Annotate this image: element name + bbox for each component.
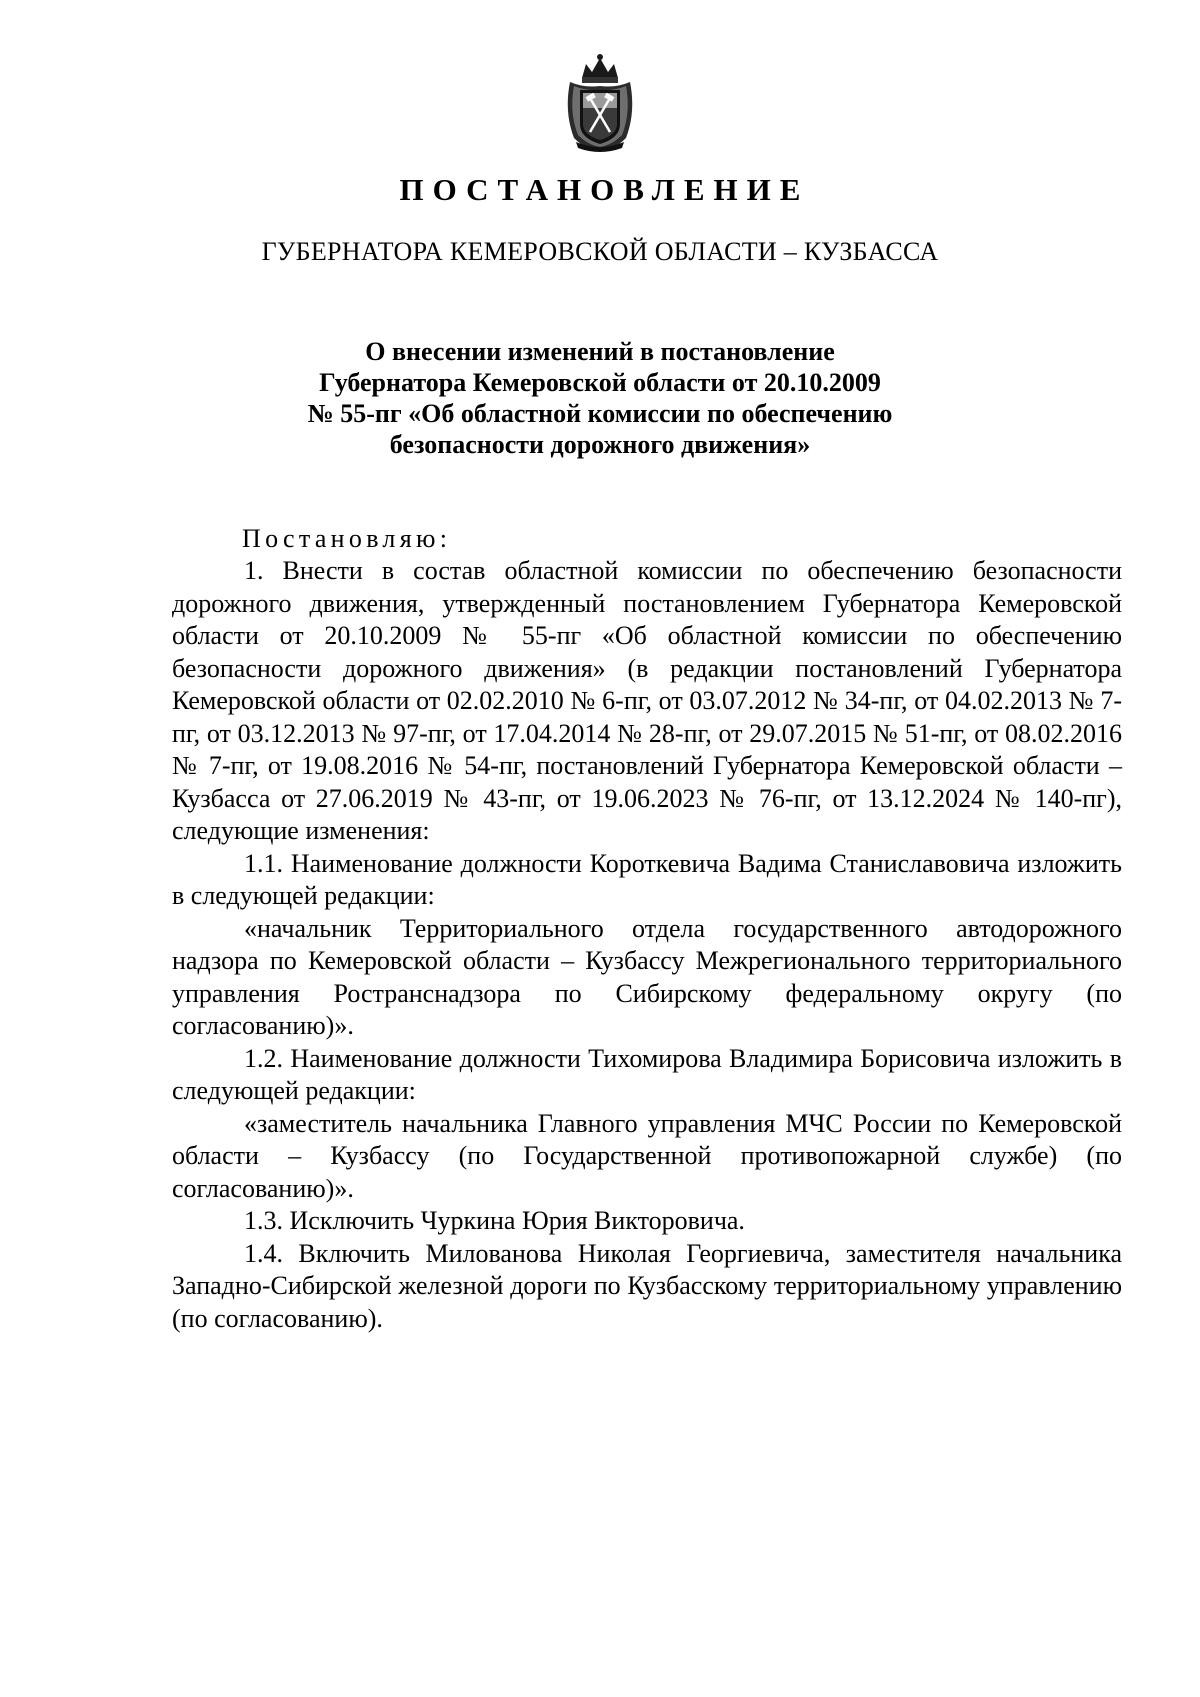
document-type-heading: ПОСТАНОВЛЕНИЕ [399,172,810,207]
kemerovo-region-coat-of-arms-icon [560,52,640,154]
document-body [172,555,1122,1335]
body-paragraph: 1.3. Исключить Чуркина Юрия Викторовича. [244,1206,745,1235]
document-title [240,336,960,460]
body-paragraph: 1.1. Наименование должности Короткевича Вадима Станиславовича изложить в следующей редакции: [172,848,1122,910]
document-title-line: О внесении изменений в постановление [365,337,835,366]
document-title-line: Губернатора Кемеровской области от 20.10.2009 [319,368,881,397]
document-title-line: безопасности дорожного движения» [389,430,811,459]
body-paragraph: 1. Внести в состав областной комиссии по обеспечению безопасности дорожного движения, утвержденный постановлением Губернатора Кемеровской области от 20.10.2009 № 55-пг «Об областной комиссии по обеспечению безопасности дорожного движения» (в редакции постановлений Губернатора Кемеровской области от 02.02.2010 № 6-пг, от 03.07.2012 № 34-пг, от 04.02.2013 № 7-пг, от 03.12.2013 № 97-пг, от 17.04.2014 № 28-пг, от 29.07.2015 № 51-пг, от 08.02.2016 № 7-пг, от 19.08.2016 № 54-пг, постановлений Губернатора Кемеровской области – Кузбасса от 27.06.2019 № 43-пг, от 19.06.2023 № 76-пг, от 13.12.2024 № 140-пг), следующие изменения: [172,556,1122,845]
body-paragraph: «начальник Территориального отдела государственного автодорожного надзора по Кемеровской области – Кузбассу Межрегионального территориального управления Ространснадзора по Сибирскому федеральному округу (по согласованию)». [172,913,1122,1040]
resolve-phrase: Постановляю: [242,524,452,553]
body-paragraph: 1.2. Наименование должности Тихомирова Владимира Борисовича изложить в следующей редакции: [172,1043,1122,1105]
body-paragraph: «заместитель начальника Главного управления МЧС России по Кемеровской области – Кузбассу (по Государственной противопожарной службе) (по согласованию)». [172,1108,1122,1203]
issuer-heading: ГУБЕРНАТОРА КЕМЕРОВСКОЙ ОБЛАСТИ – КУЗБАССА [261,237,939,266]
document-title-line: № 55-пг «Об областной комиссии по обеспечению [307,399,893,428]
body-paragraph: 1.4. Включить Милованова Николая Георгиевича, заместителя начальника Западно-Сибирской железной дороги по Кузбасскому территориальному управлению (по согласованию). [172,1238,1122,1333]
